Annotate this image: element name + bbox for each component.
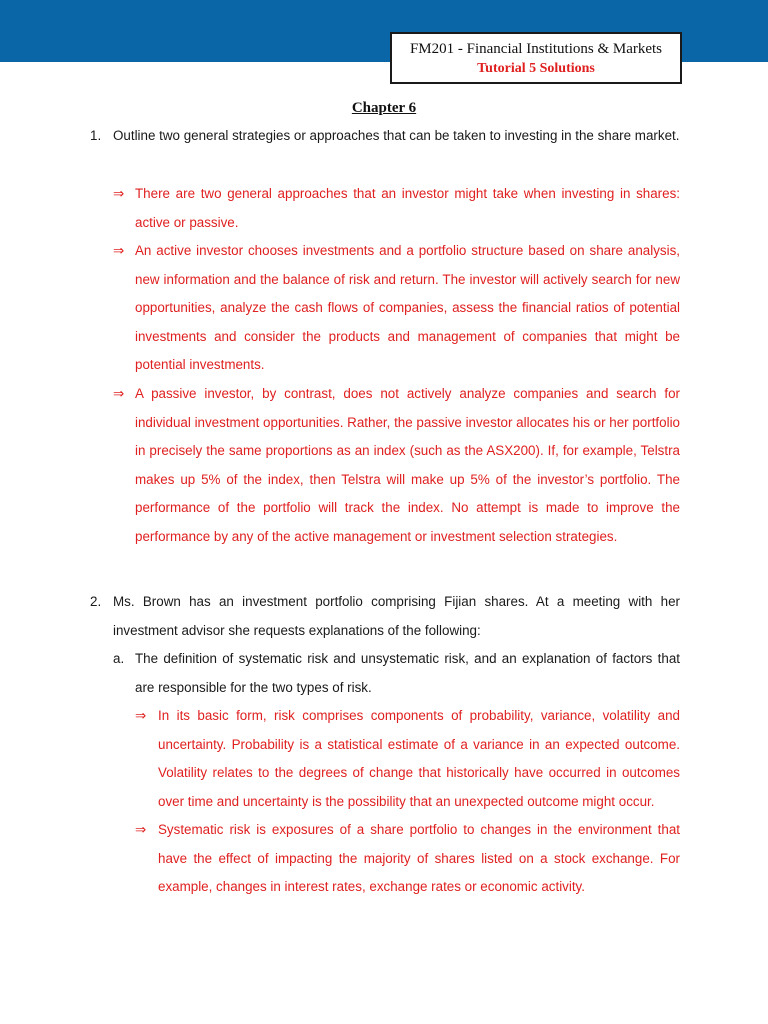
arrow-icon: ⇒ [135, 708, 147, 723]
question-2-number: 2. [90, 594, 102, 609]
arrow-icon: ⇒ [135, 822, 147, 837]
part-a-label: a. [113, 651, 125, 666]
q2a-answer-2: Systematic risk is exposures of a share portfolio to changes in the environment that have the effect of impacting the majority of shares listed on a stock exchange. For example, changes in interest rates, exchange rates or economic activity. [158, 822, 680, 895]
q1-answer-1: There are two general approaches that an investor might take when investing in shares: active or passive. [135, 186, 680, 230]
document-header-box [390, 32, 682, 84]
arrow-icon: ⇒ [113, 186, 125, 201]
part-a-text: The definition of systematic risk and unsystematic risk, and an explanation of factors that are responsible for the two types of risk. [135, 651, 680, 695]
q1-answer-3: A passive investor, by contrast, does not actively analyze companies and search for individual investment opportunities. Rather, the passive investor allocates his or her portfolio in precisely the same proportions as an index (such as the ASX200). If, for example, Telstra makes up 5% of the index, then Telstra will make up 5% of the investor’s portfolio. The performance of the portfolio will track the index. No attempt is made to improve the performance by any of the active management or investment selection strategies. [135, 386, 680, 544]
question-2-text: Ms. Brown has an investment portfolio comprising Fijian shares. At a meeting with her investment advisor she requests explanations of the following: [113, 594, 680, 638]
question-1-number: 1. [90, 128, 102, 143]
course-title: FM201 - Financial Institutions & Markets [409, 41, 663, 57]
arrow-icon: ⇒ [113, 243, 125, 258]
question-1-text: Outline two general strategies or approaches that can be taken to investing in the share market. [113, 128, 680, 143]
arrow-icon: ⇒ [113, 386, 125, 401]
q2a-answer-1: In its basic form, risk comprises components of probability, variance, volatility and uncertainty. Probability is a statistical estimate of a variance in an expected outcome. Volatility relates to the degrees of change that historically have occurred in outcomes over time and uncertainty is the possibility that an unexpected outcome might occur. [158, 708, 680, 809]
chapter-heading: Chapter 6 [351, 100, 417, 116]
tutorial-subtitle: Tutorial 5 Solutions [477, 61, 595, 76]
q1-answer-2: An active investor chooses investments and a portfolio structure based on share analysis, new information and the balance of risk and return. The investor will actively search for new opportunities, analyze the cash flows of companies, assess the financial ratios of potential investments and consider the products and management of companies that might be potential investments. [135, 243, 680, 373]
